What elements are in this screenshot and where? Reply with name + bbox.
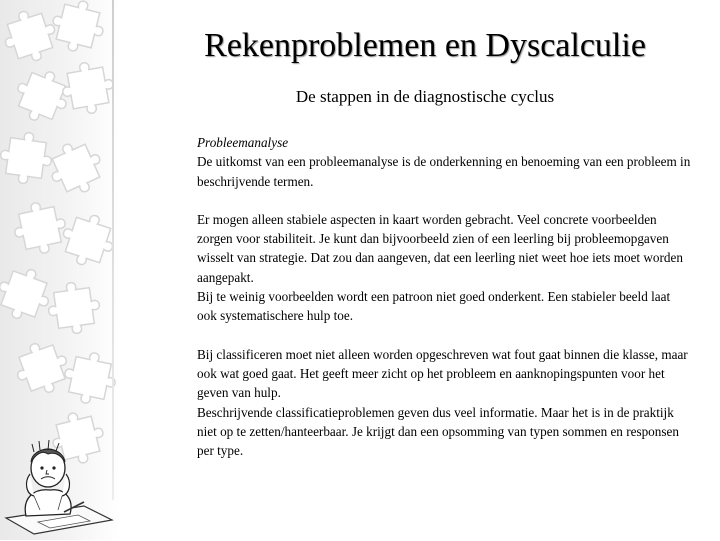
section-heading: Probleemanalyse	[197, 135, 289, 150]
thinking-student-icon	[4, 438, 114, 536]
paragraph-definition: De uitkomst van een probleemanalyse is de onderkenning en benoeming van een probleem in beschrijvende termen.	[197, 154, 691, 189]
slide-title: Rekenproblemen en Dyscalculie	[204, 27, 646, 64]
paragraph-classification: Bij classificeren moet niet alleen worden opgeschreven wat fout gaat binnen die klasse, maar ook wat goed gaat. Het geeft meer zicht op het probleem en aanknopingspunten voor het geven van hulp.	[197, 346, 688, 401]
paragraph-stability: Er mogen alleen stabiele aspecten in kaart worden gebracht. Veel concrete voorbeelden zorgen voor stabiliteit. Je kunt dan bijvoorbeeld zien of een leerling bij probleemopgaven wisselt van strategie. Dat zou dan aangeven, dat een leerling niet weet hoe iets moet worden aangepakt.	[197, 211, 683, 285]
slide-body	[197, 133, 692, 460]
paragraph-descriptive: Beschrijvende classificatieproblemen geven dus veel informatie. Maar het is in de praktijk niet op te zetten/hanteerbaar. Je krijgt dan een opsomming van typen sommen en responsen per type.	[197, 404, 679, 459]
slide-subtitle: De stappen in de diagnostische cyclus	[295, 87, 555, 106]
vertical-divider	[112, 0, 114, 500]
paragraph-examples: Bij te weinig voorbeelden wordt een patroon niet goed onderkent. Een stabieler beeld laat ook systematischere hulp toe.	[197, 289, 671, 324]
